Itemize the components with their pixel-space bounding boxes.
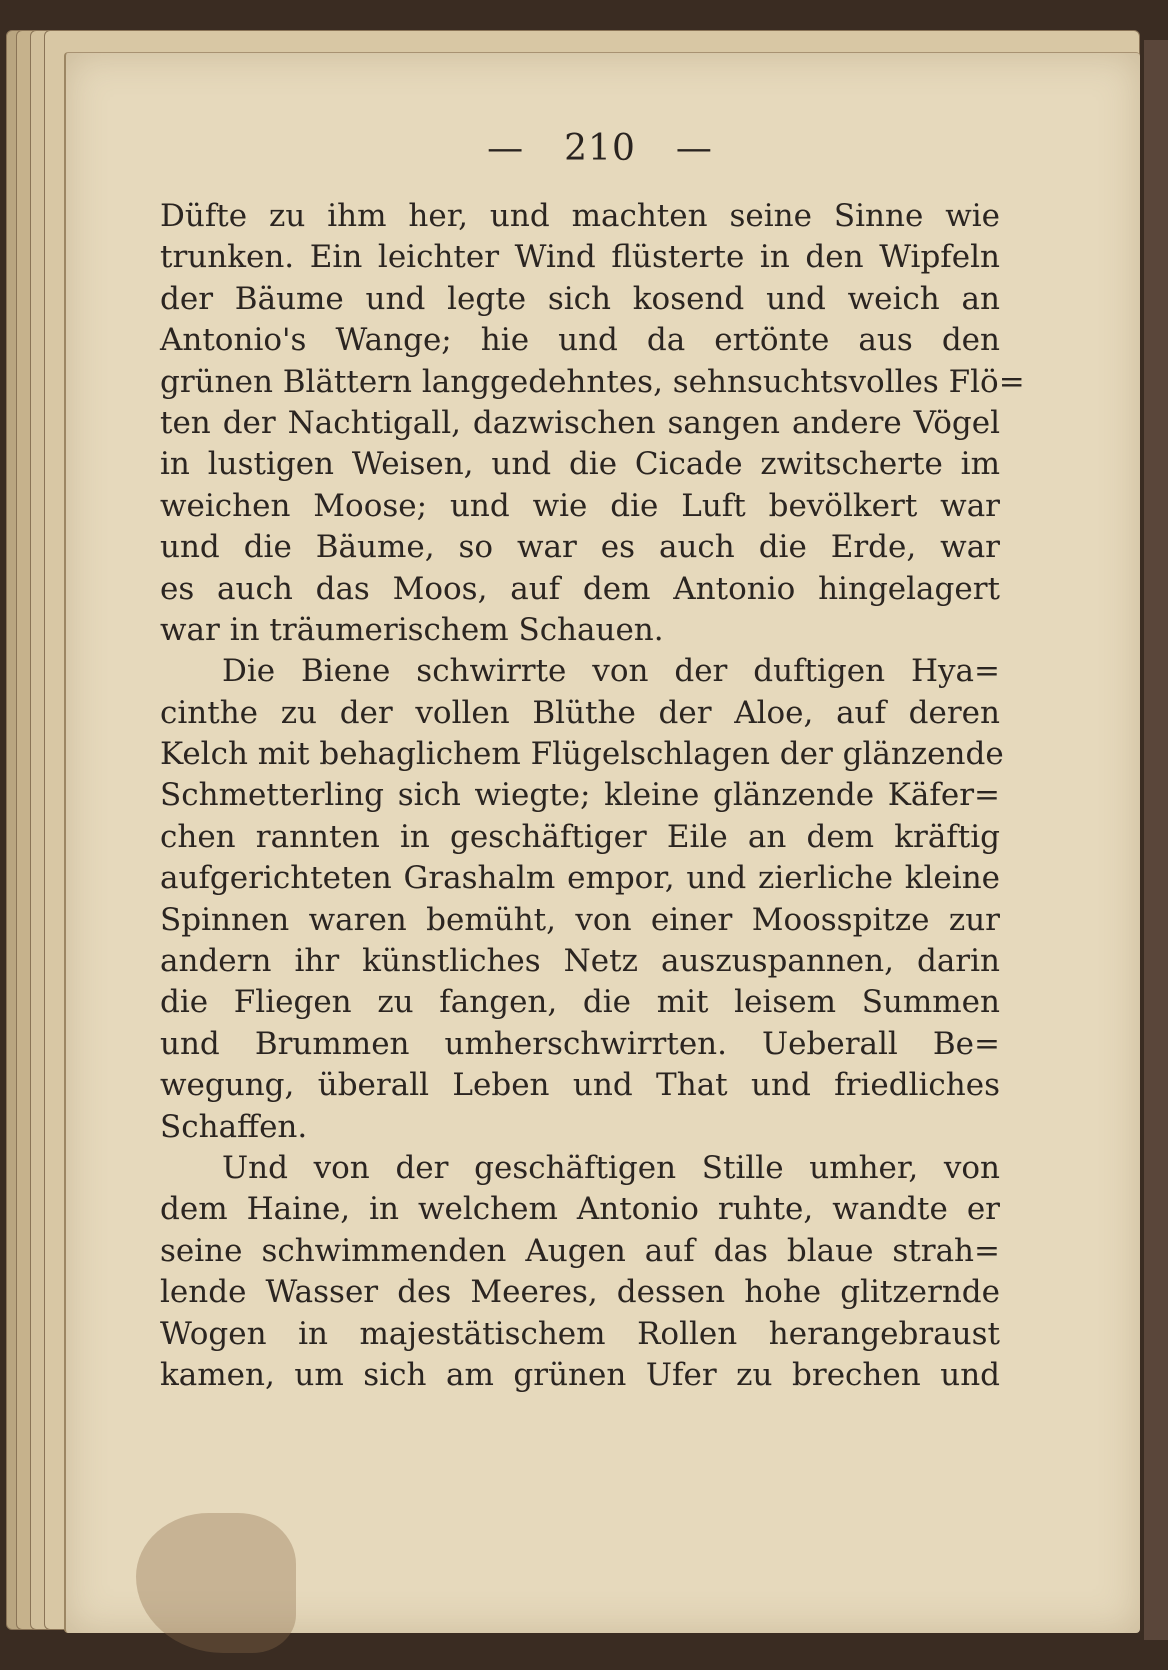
- body-text: [160, 196, 1025, 1396]
- text-line: weichen Moose; und wie die Luft bevölkert war: [160, 487, 1000, 524]
- text-line: grünen Blättern langgedehntes, sehnsuchtsvolles Flö=: [160, 363, 1025, 400]
- text-line: dem Haine, in welchem Antonio ruhte, wandte er: [160, 1191, 1000, 1228]
- text-line: aufgerichteten Grashalm empor, und zierliche kleine: [160, 860, 1000, 897]
- text-line: kamen, um sich am grünen Ufer zu brechen und: [160, 1356, 1000, 1393]
- text-line: ten der Nachtigall, dazwischen sangen andere Vögel: [160, 404, 1000, 441]
- text-line: es auch das Moos, auf dem Antonio hingelagert: [160, 570, 1000, 607]
- text-line: seine schwimmenden Augen auf das blaue strah=: [160, 1232, 1000, 1269]
- text-line: Antonio's Wange; hie und da ertönte aus den: [160, 322, 1000, 359]
- text-line: andern ihr künstliches Netz auszuspannen, darin: [160, 943, 1000, 980]
- text-line: Wogen in majestätischem Rollen herangebraust: [160, 1315, 1000, 1352]
- text-line: Kelch mit behaglichem Flügelschlagen der glänzende: [160, 736, 1004, 773]
- page-number-dash-right: —: [675, 128, 713, 169]
- text-line: in lustigen Weisen, und die Cicade zwitscherte im: [160, 446, 1000, 483]
- text-line: Spinnen waren bemüht, von einer Moosspitze zur: [160, 901, 1000, 938]
- text-line: Und von der geschäftigen Stille umher, von: [222, 1149, 1000, 1186]
- text-line: die Fliegen zu fangen, die mit leisem Summen: [160, 984, 1000, 1021]
- text-line: Die Biene schwirrte von der duftigen Hya=: [222, 653, 1000, 690]
- text-line: und Brummen umherschwirrten. Ueberall Be=: [160, 1025, 1000, 1062]
- text-line: war in träumerischem Schauen.: [160, 611, 664, 648]
- text-line: und die Bäume, so war es auch die Erde, war: [160, 529, 1000, 566]
- text-line: wegung, überall Leben und That und friedliches: [160, 1067, 1000, 1104]
- page-number-dash-left: —: [487, 128, 525, 169]
- text-line: cinthe zu der vollen Blüthe der Aloe, auf deren: [160, 694, 1000, 731]
- page-number: 210: [564, 128, 636, 169]
- page-number-header: [200, 128, 1000, 169]
- text-line: Schaffen.: [160, 1108, 308, 1145]
- text-line: Schmetterling sich wiegte; kleine glänzende Käfer=: [160, 777, 1000, 814]
- corner-wear-stain: [136, 1513, 296, 1653]
- text-line: trunken. Ein leichter Wind flüsterte in den Wipfeln: [160, 239, 1000, 276]
- text-line: lende Wasser des Meeres, dessen hohe glitzernde: [160, 1274, 1000, 1311]
- text-line: chen rannten in geschäftiger Eile an dem kräftig: [160, 818, 1000, 855]
- text-line: Düfte zu ihm her, und machten seine Sinne wie: [160, 198, 1000, 234]
- book-spine-gutter: [1144, 40, 1168, 1640]
- text-line: der Bäume und legte sich kosend und weich an: [160, 280, 1000, 317]
